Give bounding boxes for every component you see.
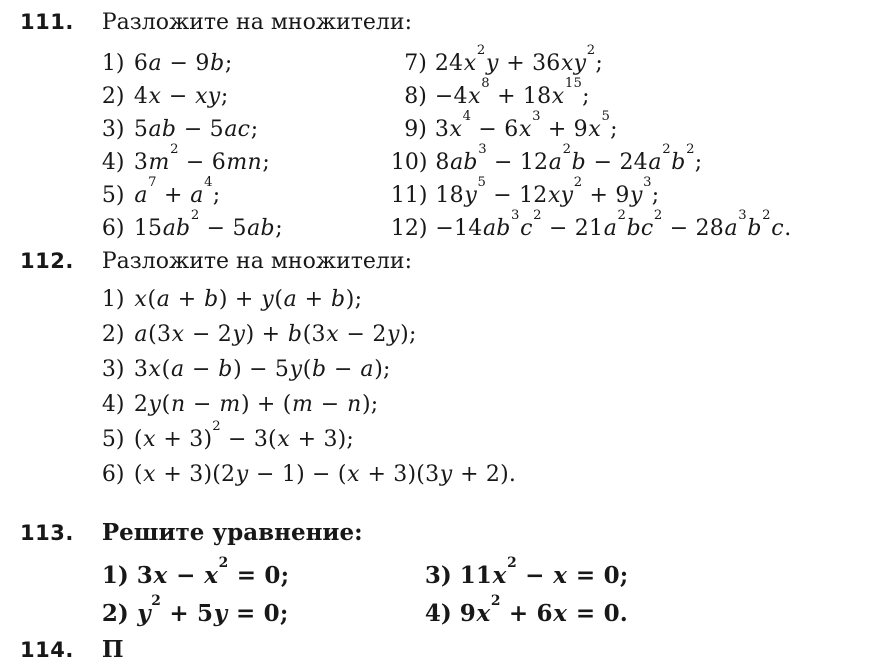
item-expression: a(3x − 2y) + b(3x − 2y);	[134, 322, 417, 347]
item-number: 6)	[101, 216, 125, 241]
item-number: 4)	[101, 150, 125, 175]
item-expression: $3m^2 - 6mn$;	[133, 142, 270, 175]
item-number: 1)	[101, 562, 129, 589]
exercise-item	[390, 175, 878, 214]
item-expression: 5ab − 5ac;	[133, 117, 259, 142]
item-expression: $9x^2 + 6x = 0$.	[459, 592, 628, 627]
exercise-item	[391, 43, 878, 82]
exercise-number: 113.	[20, 521, 74, 545]
item-expression: $18y^5 - 12xy^2 + 9y^3$;	[435, 175, 660, 208]
exercise-item-list	[101, 554, 878, 635]
exercise-content	[102, 519, 878, 635]
item-number: 10)	[390, 150, 428, 175]
exercise-item	[390, 208, 878, 247]
exercise-item	[102, 82, 391, 115]
exercise-item	[391, 109, 878, 148]
item-number: 4)	[101, 392, 125, 417]
exercise-item-list	[101, 43, 878, 247]
item-expression: $8ab^3 - 12a^2b - 24a^2b^2$;	[435, 142, 703, 175]
exercise-content	[102, 635, 878, 665]
exercise-item	[102, 457, 878, 492]
exercise-item	[101, 419, 878, 457]
exercise-content	[102, 11, 878, 247]
exercise-content	[102, 250, 878, 492]
item-number: 8)	[404, 84, 427, 109]
exercise-instruction: П	[101, 636, 124, 663]
item-expression: x(a + b) + y(a + b);	[134, 287, 363, 312]
exercise-113	[20, 519, 878, 635]
item-number: 5)	[101, 183, 125, 208]
item-number: 2)	[101, 600, 129, 627]
exercise-item	[102, 282, 878, 317]
item-expression: 2y(n − m) + (m − n);	[133, 392, 379, 417]
item-expression: 6a − 9b;	[133, 51, 233, 76]
item-expression: $(x + 3)^2 - 3(x + 3)$;	[133, 419, 355, 452]
item-number: 7)	[404, 51, 427, 76]
item-number: 3)	[101, 357, 125, 382]
item-number: 1)	[101, 51, 125, 76]
exercise-item	[102, 115, 391, 148]
item-expression: $a^7 + a^4$;	[134, 175, 221, 208]
item-expression: $3x^4 - 6x^3 + 9x^5$;	[434, 109, 618, 142]
item-number: 9)	[404, 117, 427, 142]
next-exercise-partial-line	[20, 635, 878, 663]
item-number: 3)	[424, 562, 452, 589]
exercise-item	[101, 554, 425, 597]
item-expression: $11x^2 - x = 0$;	[459, 554, 629, 589]
exercise-instruction: Решите уравнение:	[101, 519, 363, 546]
exercise-112	[20, 249, 878, 492]
item-number: 12)	[390, 216, 428, 241]
exercise-item	[101, 142, 391, 181]
exercise-instruction: Разложите на множители:	[101, 10, 412, 35]
exercise-number: 112.	[20, 249, 74, 273]
exercise-item	[101, 592, 425, 635]
item-number: 4)	[424, 600, 452, 627]
exercise-instruction: Разложите на множители:	[101, 249, 412, 274]
item-expression: $24x^2y + 36xy^2$;	[434, 43, 603, 76]
item-expression: $15ab^2 - 5ab$;	[133, 208, 283, 241]
exercise-item-list	[102, 282, 878, 492]
item-expression: $-14ab^3c^2 - 21a^2bc^2 - 28a^3b^2c$.	[435, 208, 792, 241]
item-number: 11)	[390, 183, 428, 208]
exercise-item	[101, 208, 391, 247]
exercise-number: 114.	[20, 638, 74, 662]
item-number: 6)	[101, 462, 125, 487]
item-number: 3)	[101, 117, 125, 142]
exercise-item	[424, 592, 878, 635]
exercise-item	[102, 317, 878, 352]
item-number: 2)	[101, 322, 125, 347]
item-expression: 3x(a − b) − 5y(b − a);	[133, 357, 391, 382]
item-expression: $3x - x^2 = 0$;	[136, 554, 290, 589]
item-number: 2)	[101, 84, 125, 109]
exercise-item	[424, 554, 878, 597]
item-number: 5)	[101, 427, 125, 452]
item-expression: $-4x^8 + 18x^{15}$;	[434, 76, 590, 109]
exercise-item	[102, 49, 391, 82]
exercise-111	[20, 10, 878, 247]
item-expression: $y^2 + 5y = 0$;	[137, 592, 289, 627]
exercise-item	[101, 175, 391, 214]
exercise-item	[102, 387, 878, 422]
exercise-item	[102, 352, 878, 387]
item-number: 1)	[101, 287, 125, 312]
item-expression: (x + 3)(2y − 1) − (x + 3)(3y + 2).	[133, 462, 517, 487]
exercise-number: 111.	[20, 10, 74, 34]
exercise-item	[390, 142, 878, 181]
item-expression: 4x − xy;	[133, 84, 229, 109]
